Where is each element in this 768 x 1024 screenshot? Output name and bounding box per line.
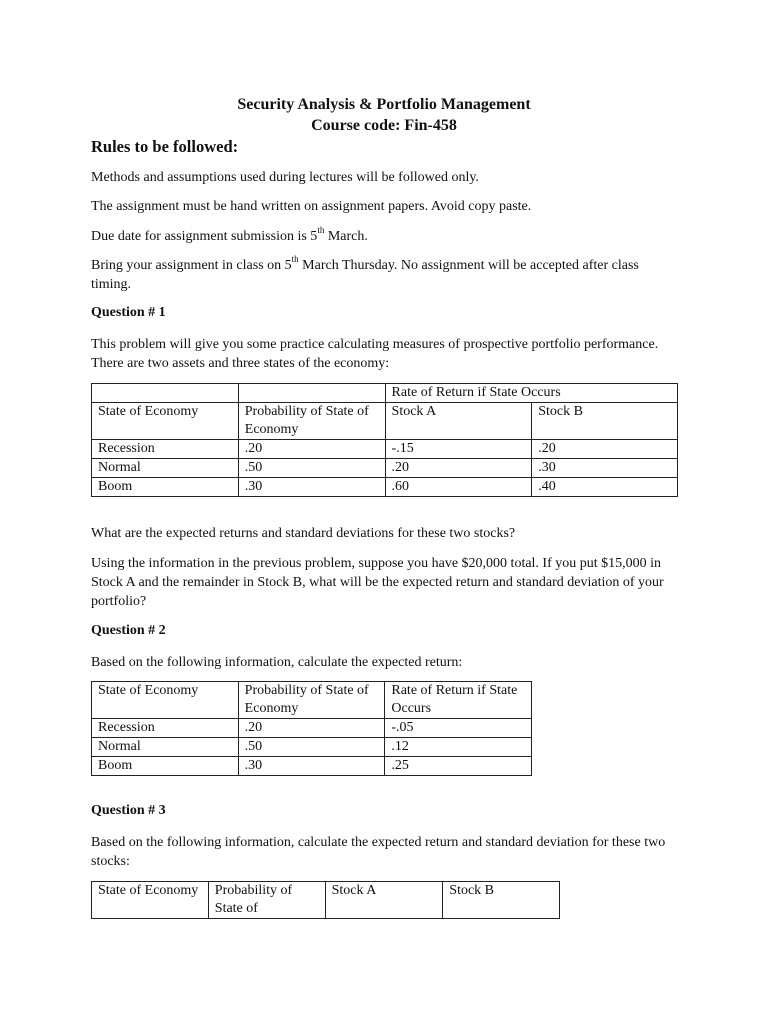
table-cell: .30 [532,459,678,478]
table-header: Stock B [443,882,560,919]
rule-4 [91,256,671,294]
table-header: Stock A [385,403,532,440]
table-cell: .12 [385,738,532,757]
table-header: State of Economy [92,403,239,440]
table-cell: .50 [238,459,385,478]
table-cell: Boom [92,757,239,776]
rules-heading: Rules to be followed: [91,137,239,156]
table-cell: Normal [92,459,239,478]
rule-3 [91,227,671,246]
table-row [92,882,560,919]
document-title: Security Analysis & Portfolio Management [237,96,531,113]
table-header: Probability of State of Economy [238,403,385,440]
table-row [92,403,678,440]
question-3-table [91,881,560,919]
table-header: Stock B [532,403,678,440]
question-3-heading: Question # 3 [91,803,166,818]
table-cell: .20 [238,719,385,738]
table-cell: .30 [238,478,385,497]
table-row [92,682,532,719]
table-cell: .40 [532,478,678,497]
table-cell: Recession [92,440,239,459]
table-header: Stock A [325,882,443,919]
table-cell: .25 [385,757,532,776]
rule-4-text-end: March Thursday. No assignment will be accepted after class timing. [91,258,639,292]
table-row [92,384,678,403]
table-cell: -.05 [385,719,532,738]
question-1-ask-1: What are the expected returns and standard deviations for these two stocks? [91,526,516,541]
table-header: State of Economy [92,682,239,719]
table-cell: .50 [238,738,385,757]
question-1-table [91,383,678,497]
table-cell: -.15 [385,440,532,459]
question-1-heading: Question # 1 [91,305,166,320]
table-cell: .20 [238,440,385,459]
rule-4-text: Bring your assignment in class on 5 [91,258,292,273]
table-header: Rate of Return if State Occurs [385,682,532,719]
table-header: State of Economy [92,882,209,919]
course-code: Course code: Fin-458 [311,117,457,134]
table-cell: .20 [532,440,678,459]
table-cell: .60 [385,478,532,497]
question-1-ask-2: Using the information in the previous problem, suppose you have $20,000 total. If you put $15,000 in Stock A and the remainder in Stock B, what will be the expected return and standard deviation of your portfolio? [91,556,664,609]
table-cell: .30 [238,757,385,776]
rule-3-text: Due date for assignment submission is 5 [91,229,318,244]
table-row [92,478,678,497]
rule-3-sup: th [317,225,325,236]
table-row [92,459,678,478]
table-row [92,757,532,776]
table-cell [92,384,239,403]
rule-2: The assignment must be hand written on assignment papers. Avoid copy paste. [91,199,532,214]
table-header: Probability of State of [208,882,325,919]
table-row [92,719,532,738]
question-1-intro: This problem will give you some practice calculating measures of prospective portfolio performance. There are two assets and three states of the economy: [91,337,659,371]
question-2-table [91,681,532,776]
table-group-header: Rate of Return if State Occurs [385,384,677,403]
question-3-intro: Based on the following information, calculate the expected return and standard deviation for these two stocks: [91,835,666,869]
table-row [92,440,678,459]
table-cell: .20 [385,459,532,478]
table-header: Probability of State of Economy [238,682,385,719]
question-2-intro: Based on the following information, calculate the expected return: [91,655,463,670]
rule-4-sup: th [291,254,299,265]
rule-3-text-end: March. [324,229,368,244]
table-row [92,738,532,757]
table-cell: Normal [92,738,239,757]
question-2-heading: Question # 2 [91,623,166,638]
rule-1: Methods and assumptions used during lectures will be followed only. [91,170,479,185]
table-cell: Recession [92,719,239,738]
table-cell: Boom [92,478,239,497]
table-cell [238,384,385,403]
